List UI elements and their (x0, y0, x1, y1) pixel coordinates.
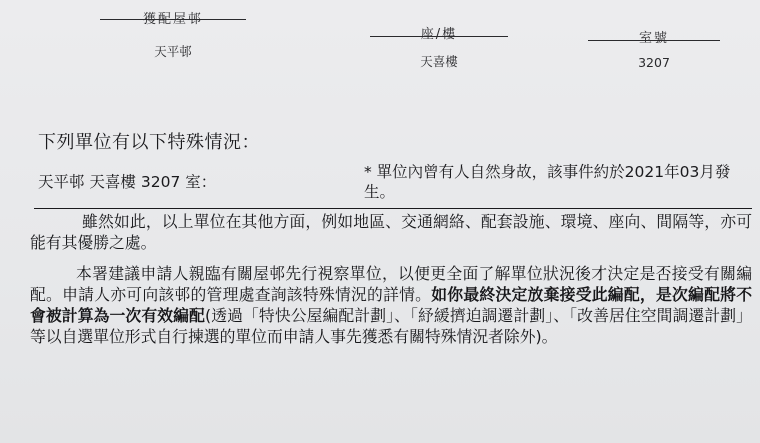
block-value: 天喜樓 (420, 54, 458, 69)
paragraph-2-text-b: (透過「特快公屋編配計劃」、「紓緩擠迫調遷計劃」、「改善居住空間調遷計劃」等以自選單位形式自行揀選的單位而申請人事先獲悉有關特殊情況者除外)。 (30, 306, 752, 346)
flat-label: 室號 (638, 31, 669, 46)
paragraph-2-emphasis: 如你最終決定放棄接受此編配，是次編配將不會被計算為一次有效編配 (30, 285, 752, 325)
estate-value: 天平邨 (154, 44, 192, 59)
estate-label: 獲配屋邨 (142, 12, 203, 27)
flat-value: 3207 (638, 55, 670, 70)
body-paragraph-2 (30, 263, 752, 347)
body-paragraph-1: 雖然如此，以上單位在其他方面，例如地區、交通網絡、配套設施、環境、座向、間隔等，亦可能有其優勝之處。 (30, 212, 752, 252)
unit-address: 天平邨 天喜樓 3207 室： (38, 173, 217, 191)
special-conditions-heading: 下列單位有以下特殊情況： (38, 132, 260, 153)
block-label: 座/樓 (420, 27, 458, 42)
special-condition-note: * 單位內曾有人自然身故，該事件約於2021年03月發生。 (364, 163, 731, 201)
section-divider (34, 208, 752, 209)
paragraph-2-text-a: 本署建議申請人親臨有關屋邨先行視察單位，以便更全面了解單位狀況後才決定是否接受有關編配。申請人亦可向該邨的管理處查詢該特殊情況的詳情。 (30, 264, 752, 304)
